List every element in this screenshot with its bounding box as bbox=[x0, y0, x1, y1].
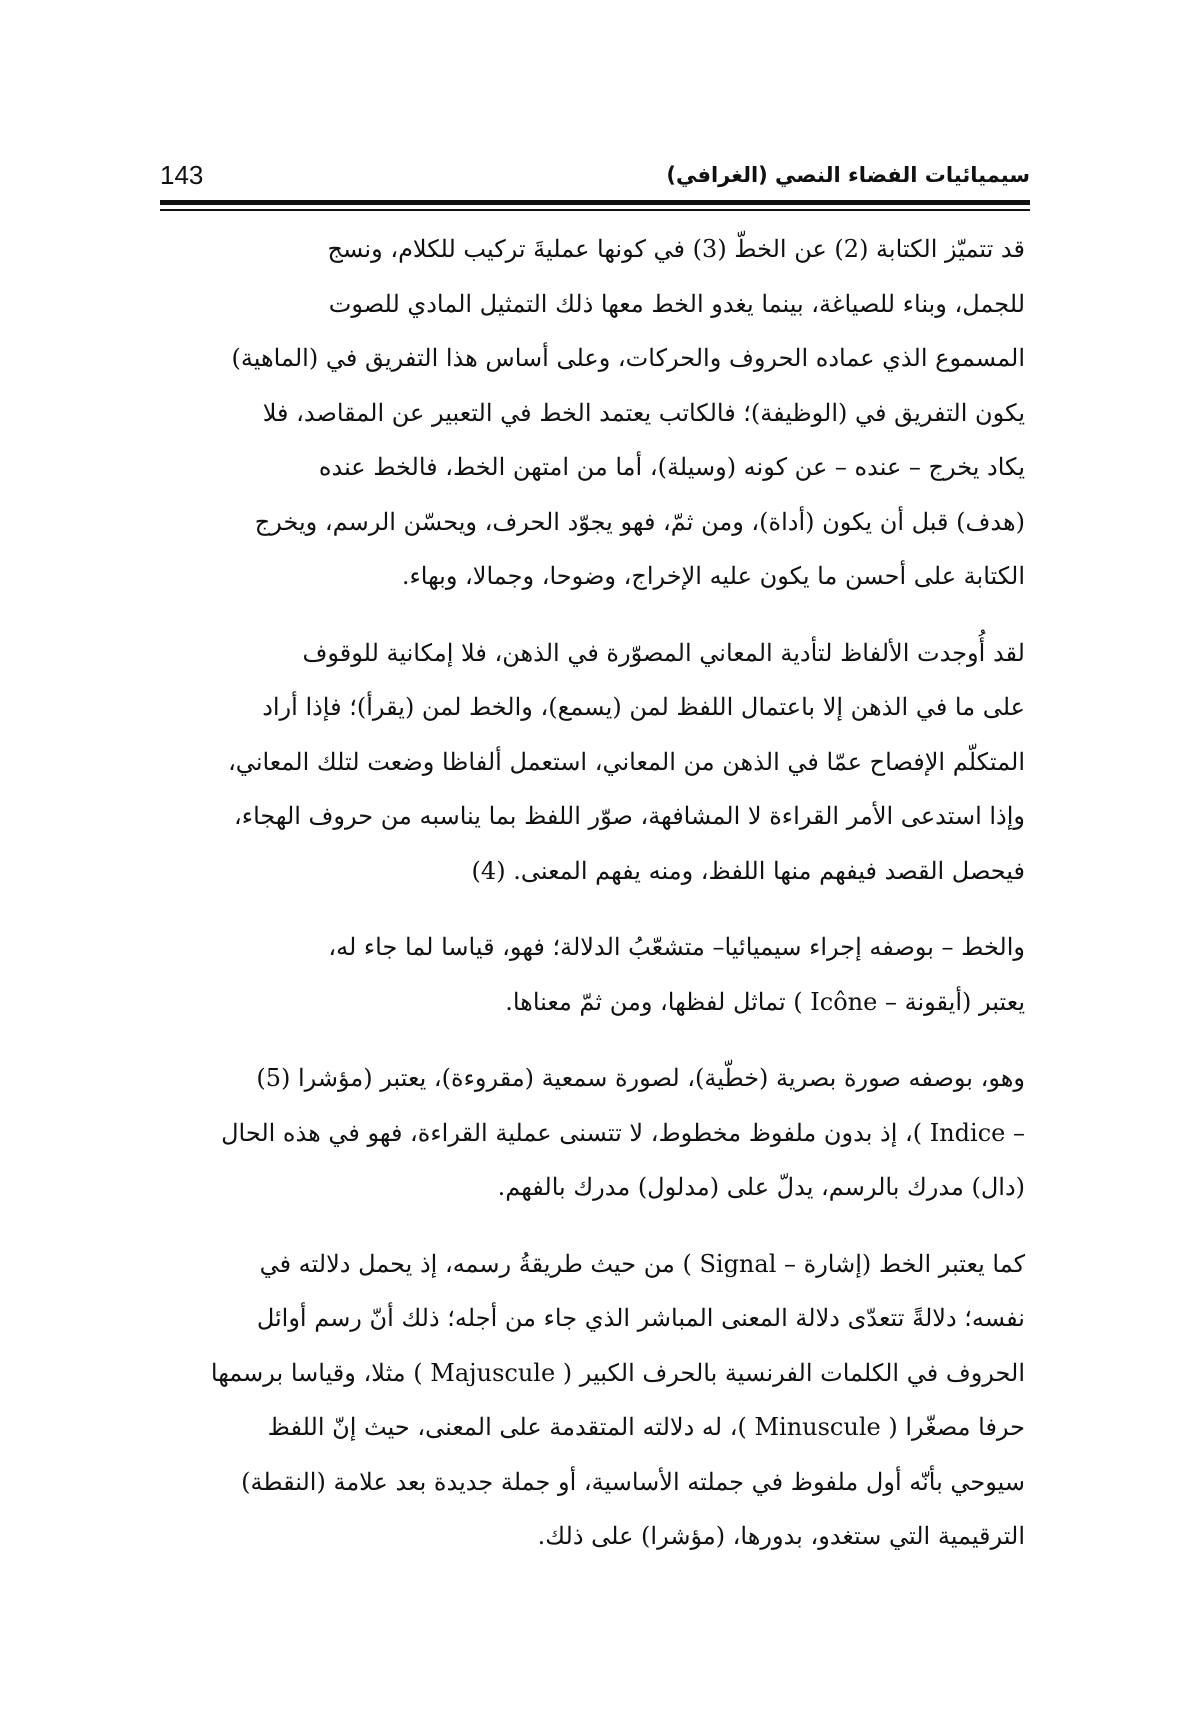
paragraph-gap bbox=[165, 898, 1025, 920]
text-line: وإذا استدعى الأمر القراءة لا المشافهة، صوّر اللفظ بما يناسبه من حروف الهجاء، bbox=[234, 802, 1025, 830]
page-header bbox=[160, 155, 1030, 201]
running-title: سيميائيات الفضاء النصي (الغرافي) bbox=[666, 163, 1030, 187]
page-body bbox=[165, 222, 1025, 1564]
text-line: سيوحي بأنّه أول ملفوظ في جملته الأساسية، أو جملة جديدة بعد علامة (النقطة) bbox=[241, 1467, 1025, 1496]
text-line: (دال) مدرك بالرسم، يدلّ على (مدلول) مدرك بالفهم. bbox=[497, 1173, 1025, 1201]
paragraph-signal bbox=[165, 1237, 1025, 1564]
text-line: يعتبر (أيقونة – Icône ) تماثل لفظها، ومن ثمّ معناها. bbox=[505, 987, 1025, 1016]
text-line: الترقيمية التي ستغدو، بدورها، (مؤشرا) على ذلك. bbox=[537, 1522, 1025, 1550]
text-line: قد تتميّز الكتابة (2) عن الخطّ (3) في كونها عمليةَ تركيب للكلام، ونسج bbox=[327, 235, 1025, 263]
text-line: يكاد يخرج – عنده – عن كونه (وسيلة)، أما من امتهن الخط، فالخط عنده bbox=[318, 453, 1025, 481]
paragraph-gap bbox=[165, 1029, 1025, 1051]
header-rule-thin bbox=[160, 209, 1030, 211]
text-line: على ما في الذهن إلا باعتمال اللفظ لمن (يسمع)، والخط لمن (يقرأ)؛ فإذا أراد bbox=[262, 693, 1025, 721]
text-line: الكتابة على أحسن ما يكون عليه الإخراج، وضوحا، وجمالا، وبهاء. bbox=[401, 562, 1025, 590]
text-line: للجمل، وبناء للصياغة، بينما يغدو الخط معها ذلك التمثيل المادي للصوت bbox=[328, 289, 1025, 318]
text-line: لقد أُوجدت الألفاظ لتأدية المعاني المصوّرة في الذهن، فلا إمكانية للوقوف bbox=[302, 638, 1025, 667]
text-line: المتكلّم الإفصاح عمّا في الذهن من المعاني، استعمل ألفاظا وضعت لتلك المعاني، bbox=[228, 747, 1025, 776]
text-line: حرفا مصغّرا ( Minuscule )، له دلالته المتقدمة على المعنى، حيث إنّ اللفظ bbox=[267, 1413, 1025, 1441]
text-line: الحروف في الكلمات الفرنسية بالحرف الكبير ( Majuscule ) مثلا، وقياسا برسمها bbox=[210, 1358, 1025, 1387]
paragraph-gap bbox=[165, 1215, 1025, 1237]
text-line: نفسه؛ دلالةً تتعدّى دلالة المعنى المباشر الذي جاء من أجله؛ ذلك أنّ رسم أوائل bbox=[256, 1304, 1025, 1332]
text-line: كما يعتبر الخط (إشارة – Signal ) من حيث طريقةُ رسمه، إذ يحمل دلالته في bbox=[259, 1249, 1025, 1278]
paragraph-words-and-meanings bbox=[165, 626, 1025, 899]
text-line: المسموع الذي عماده الحروف والحركات، وعلى أساس هذا التفريق في (الماهية) bbox=[231, 344, 1025, 372]
page-number: 143 bbox=[160, 160, 204, 190]
text-line: (هدف) قبل أن يكون (أداة)، ومن ثمّ، فهو يجوّد الحرف، ويحسّن الرسم، ويخرج bbox=[254, 507, 1025, 536]
paragraph-writing-vs-calligraphy bbox=[165, 222, 1025, 604]
text-line: والخط – بوصفه إجراء سيميائيا– متشعّبُ الدلالة؛ فهو، قياسا لما جاء له، bbox=[328, 933, 1025, 961]
text-line: يكون التفريق في (الوظيفة)؛ فالكاتب يعتمد الخط في التعبير عن المقاصد، فلا bbox=[262, 398, 1025, 427]
header-rule-thick bbox=[160, 200, 1030, 205]
paragraph-icon bbox=[165, 920, 1025, 1029]
paragraph-indice bbox=[165, 1051, 1025, 1215]
text-line: وهو، بوصفه صورة بصرية (خطّية)، لصورة سمعية (مقروءة)، يعتبر (مؤشرا (5) bbox=[256, 1064, 1025, 1092]
text-line: – Indice )، إذ بدون ملفوظ مخطوط، لا تتسنى عملية القراءة، فهو في هذه الحال bbox=[221, 1118, 1025, 1147]
paragraph-gap bbox=[165, 604, 1025, 626]
text-line: فيحصل القصد فيفهم منها اللفظ، ومنه يفهم المعنى. (4) bbox=[471, 856, 1025, 885]
